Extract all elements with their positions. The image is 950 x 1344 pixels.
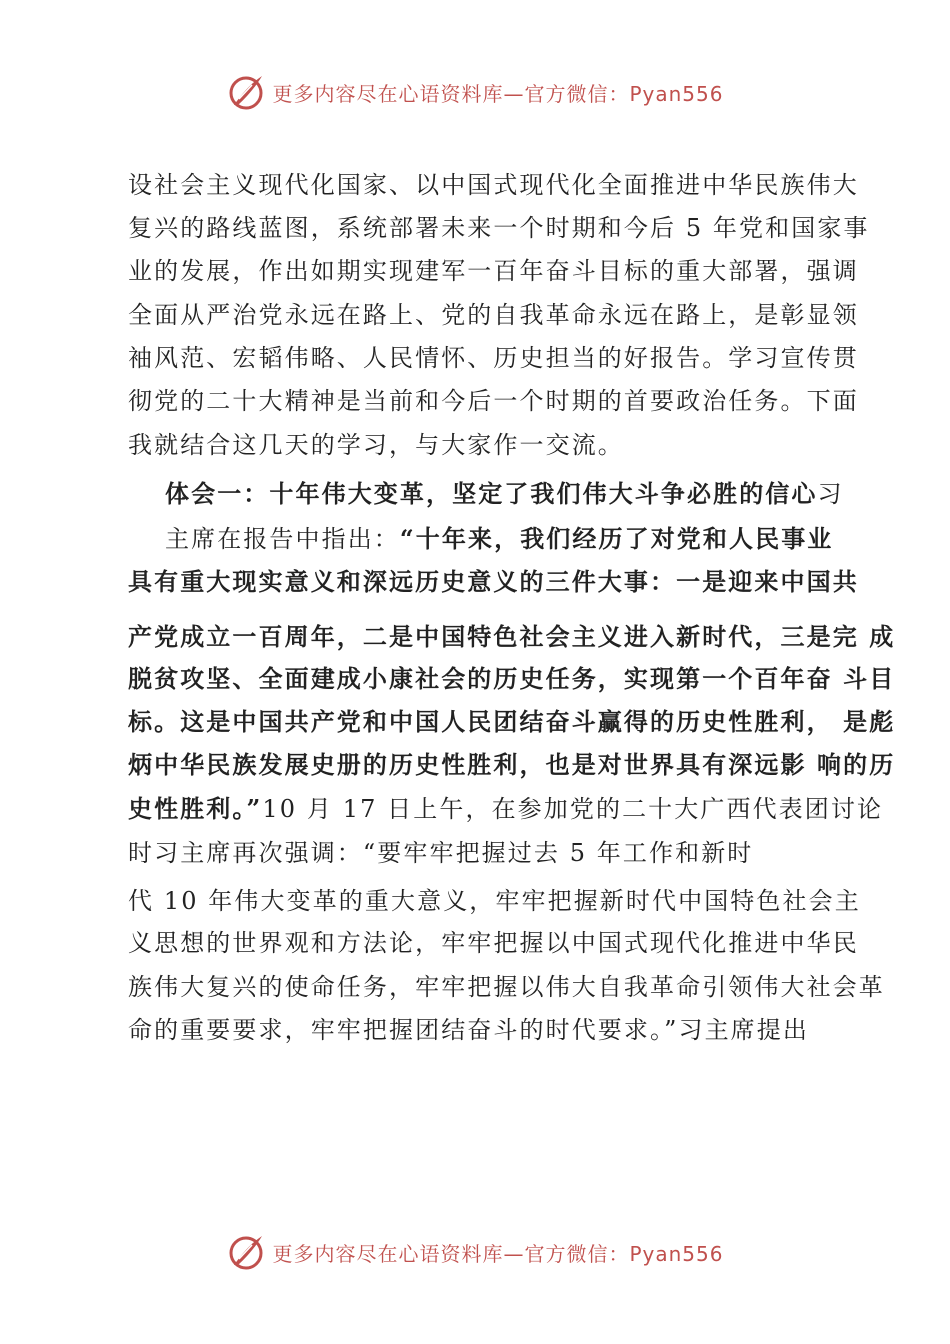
quote-line: 产党成立一百周年，二是中国特色社会主义进入新时代，三是完 成	[128, 622, 896, 651]
quote-line: 具有重大现实意义和深远历史意义的三件大事：一是迎来中国共	[128, 567, 859, 596]
quote-line: 标。这是中国共产党和中国人民团结奋斗赢得的历史性胜利， 是彪	[128, 707, 896, 736]
paragraph-line: 业的发展，作出如期实现建军一百年奋斗目标的重大部署，强调	[128, 257, 859, 285]
quote-intro-line	[165, 524, 833, 554]
quote-end-text: 史性胜利。”	[128, 794, 263, 823]
paragraph-line: 彻党的二十大精神是当前和今后一个时期的首要政治任务。下面	[128, 387, 859, 415]
paragraph-line: 代 10 年伟大变革的重大意义，牢牢把握新时代中国特色社会主	[128, 887, 861, 915]
quill-logo-icon	[226, 72, 266, 112]
quote-intro-text: 主席在报告中指出：	[165, 525, 400, 553]
quote-line: 脱贫攻坚、全面建成小康社会的历史任务，实现第一个百年奋 斗目	[128, 664, 896, 693]
date-text: 10 月 17 日上午，在参加党的二十大广西代表团讨论	[262, 795, 884, 823]
heading-trailing-text: 习	[817, 480, 844, 508]
paragraph-line: 族伟大复兴的使命任务，牢牢把握以伟大自我革命引领伟大社会革	[128, 973, 885, 1001]
paragraph-line: 义思想的世界观和方法论，牢牢把握以中国式现代化推进中华民	[128, 929, 859, 957]
quote-start-text: “十年来，我们经历了对党和人民事业	[399, 524, 834, 553]
paragraph-line: 时习主席再次强调：“要牢牢把握过去 5 年工作和新时	[128, 839, 754, 867]
footer-banner	[0, 1230, 950, 1274]
paragraph-line: 复兴的路线蓝图，系统部署未来一个时期和今后 5 年党和国家事	[128, 214, 870, 242]
quote-end-line	[128, 794, 883, 824]
section-heading	[165, 479, 844, 509]
heading-bold-text: 体会一：十年伟大变革，坚定了我们伟大斗争必胜的信心	[165, 479, 818, 508]
paragraph-line: 我就结合这几天的学习，与大家作一交流。	[128, 431, 624, 459]
header-banner	[0, 70, 950, 114]
paragraph-line: 设社会主义现代化国家、以中国式现代化全面推进中华民族伟大	[128, 171, 859, 199]
paragraph-line: 袖风范、宏韬伟略、人民情怀、历史担当的好报告。学习宣传贯	[128, 344, 859, 372]
paragraph-line: 全面从严治党永远在路上、党的自我革命永远在路上，是彰显领	[128, 301, 859, 329]
paragraph-line: 命的重要要求，牢牢把握团结奋斗的时代要求。”习主席提出	[128, 1016, 809, 1044]
header-banner-text: 更多内容尽在心语资料库—官方微信：Pyan556	[272, 81, 724, 106]
quote-line: 炳中华民族发展史册的历史性胜利，也是对世界具有深远影 响的历	[128, 750, 896, 779]
quill-logo-icon	[226, 1232, 266, 1272]
footer-banner-text: 更多内容尽在心语资料库—官方微信：Pyan556	[272, 1241, 724, 1266]
